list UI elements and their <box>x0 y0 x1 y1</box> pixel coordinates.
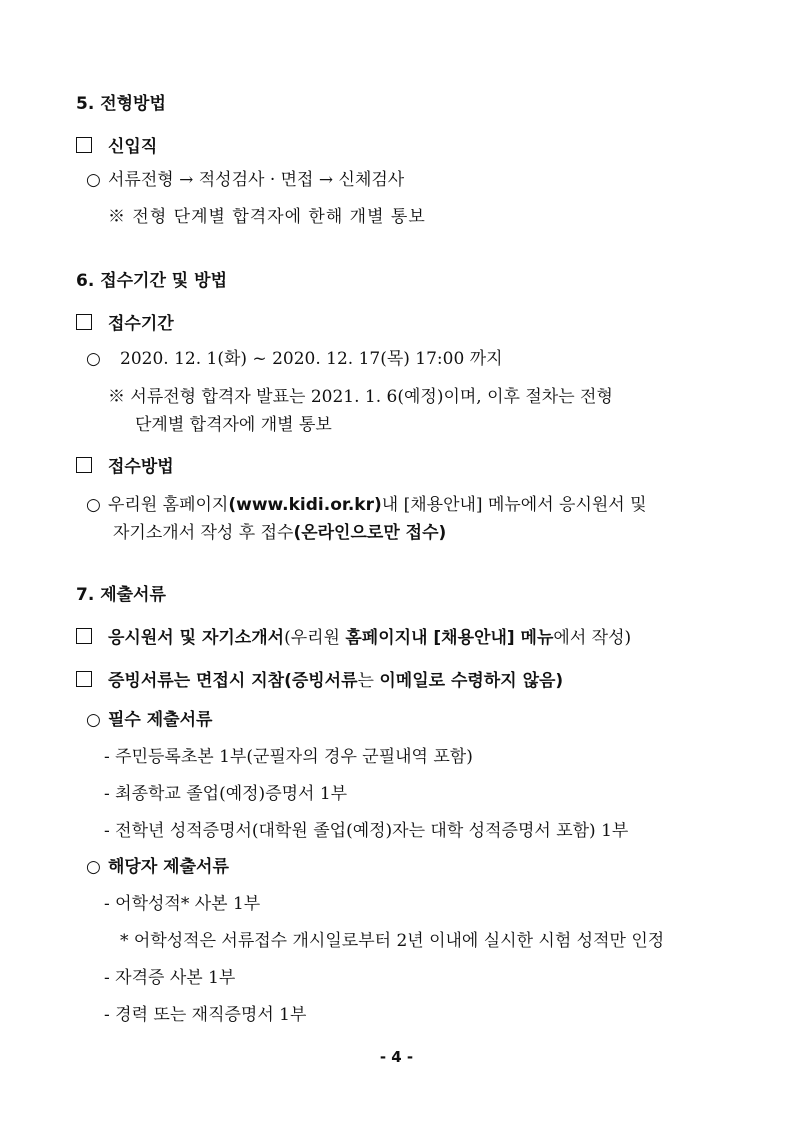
required-title-text: 필수 제출서류 <box>108 710 213 730</box>
subheading-text: 접수기간 <box>108 314 174 334</box>
circle-bullet-icon: ○ <box>86 170 101 190</box>
required-doc-1: - 주민등록초본 1부(군필자의 경우 군필내역 포함) <box>104 747 473 767</box>
required-doc-3: - 전학년 성적증명서(대학원 졸업(예정)자는 대학 성적증명서 포함) 1부 <box>104 821 629 841</box>
period-text: 2020. 12. 1(화) ~ 2020. 12. 17(목) 17:00 까지 <box>120 349 503 369</box>
optional-doc-3: - 경력 또는 재직증명서 1부 <box>104 1005 307 1025</box>
period-note-line-2: 단계별 합격자에 개별 통보 <box>135 415 332 435</box>
optional-title-text: 해당자 제출서류 <box>108 857 229 877</box>
subheading-text: 접수방법 <box>108 457 174 477</box>
homepage-url: (www.kidi.or.kr) <box>228 495 382 515</box>
circle-bullet-icon: ○ <box>86 710 101 730</box>
optional-doc-1: - 어학성적* 사본 1부 <box>104 894 261 914</box>
checkbox-square-icon <box>76 137 92 153</box>
documents-item-1 <box>76 627 631 649</box>
method-text-pre: 우리원 홈페이지 <box>108 495 229 515</box>
period-subheading <box>76 313 174 335</box>
method-subheading <box>76 456 174 478</box>
circle-bullet-icon: ○ <box>86 349 101 369</box>
circle-bullet-icon: ○ <box>86 495 101 515</box>
method-line-1 <box>86 494 647 516</box>
process-text: 서류전형 → 적성검사 · 면접 → 신체검사 <box>108 170 405 190</box>
item2-plain-text: 는 <box>357 671 380 691</box>
section-5-subheading <box>76 136 157 158</box>
checkbox-square-icon <box>76 314 92 330</box>
documents-item-2 <box>76 670 563 692</box>
process-line <box>86 169 404 191</box>
checkbox-square-icon <box>76 628 92 644</box>
section-5-note: ※ 전형 단계별 합격자에 한해 개별 통보 <box>108 207 426 227</box>
method-text-line2: 자기소개서 작성 후 접수 <box>113 523 294 543</box>
optional-doc-2: - 자격증 사본 1부 <box>104 968 236 988</box>
section-5-title: 5. 전형방법 <box>76 94 166 114</box>
item2-mid-text: (증빙서류 <box>284 671 358 691</box>
page-number: - 4 - <box>379 1048 414 1066</box>
checkbox-square-icon <box>76 457 92 473</box>
period-line <box>86 348 503 370</box>
circle-bullet-icon: ○ <box>86 857 101 877</box>
optional-docs-title <box>86 856 229 878</box>
checkbox-square-icon <box>76 671 92 687</box>
method-text-post: 내 [채용안내] 메뉴에서 응시원서 및 <box>381 495 647 515</box>
section-7-title: 7. 제출서류 <box>76 585 166 605</box>
item1-bold-text-2: 홈페이지내 [채용안내] 메뉴 <box>345 628 554 648</box>
online-only-text: (온라인으로만 접수) <box>293 523 447 543</box>
required-doc-2: - 최종학교 졸업(예정)증명서 1부 <box>104 784 348 804</box>
item2-end-text: 이메일로 수령하지 않음) <box>379 671 564 691</box>
item2-bold-text: 증빙서류는 면접시 지참 <box>108 671 285 691</box>
item1-bold-text: 응시원서 및 자기소개서 <box>108 628 285 648</box>
subheading-text: 신입직 <box>108 137 158 157</box>
item1-mid-text: (우리원 <box>284 628 346 648</box>
section-6-title: 6. 접수기간 및 방법 <box>76 271 227 291</box>
method-line-2 <box>113 522 446 544</box>
language-score-note: * 어학성적은 서류접수 개시일로부터 2년 이내에 실시한 시험 성적만 인정 <box>120 931 665 951</box>
item1-end-text: 에서 작성) <box>553 628 632 648</box>
required-docs-title <box>86 709 212 731</box>
period-note-line-1: ※ 서류전형 합격자 발표는 2021. 1. 6(예정)이며, 이후 절차는 전형 <box>108 387 613 407</box>
